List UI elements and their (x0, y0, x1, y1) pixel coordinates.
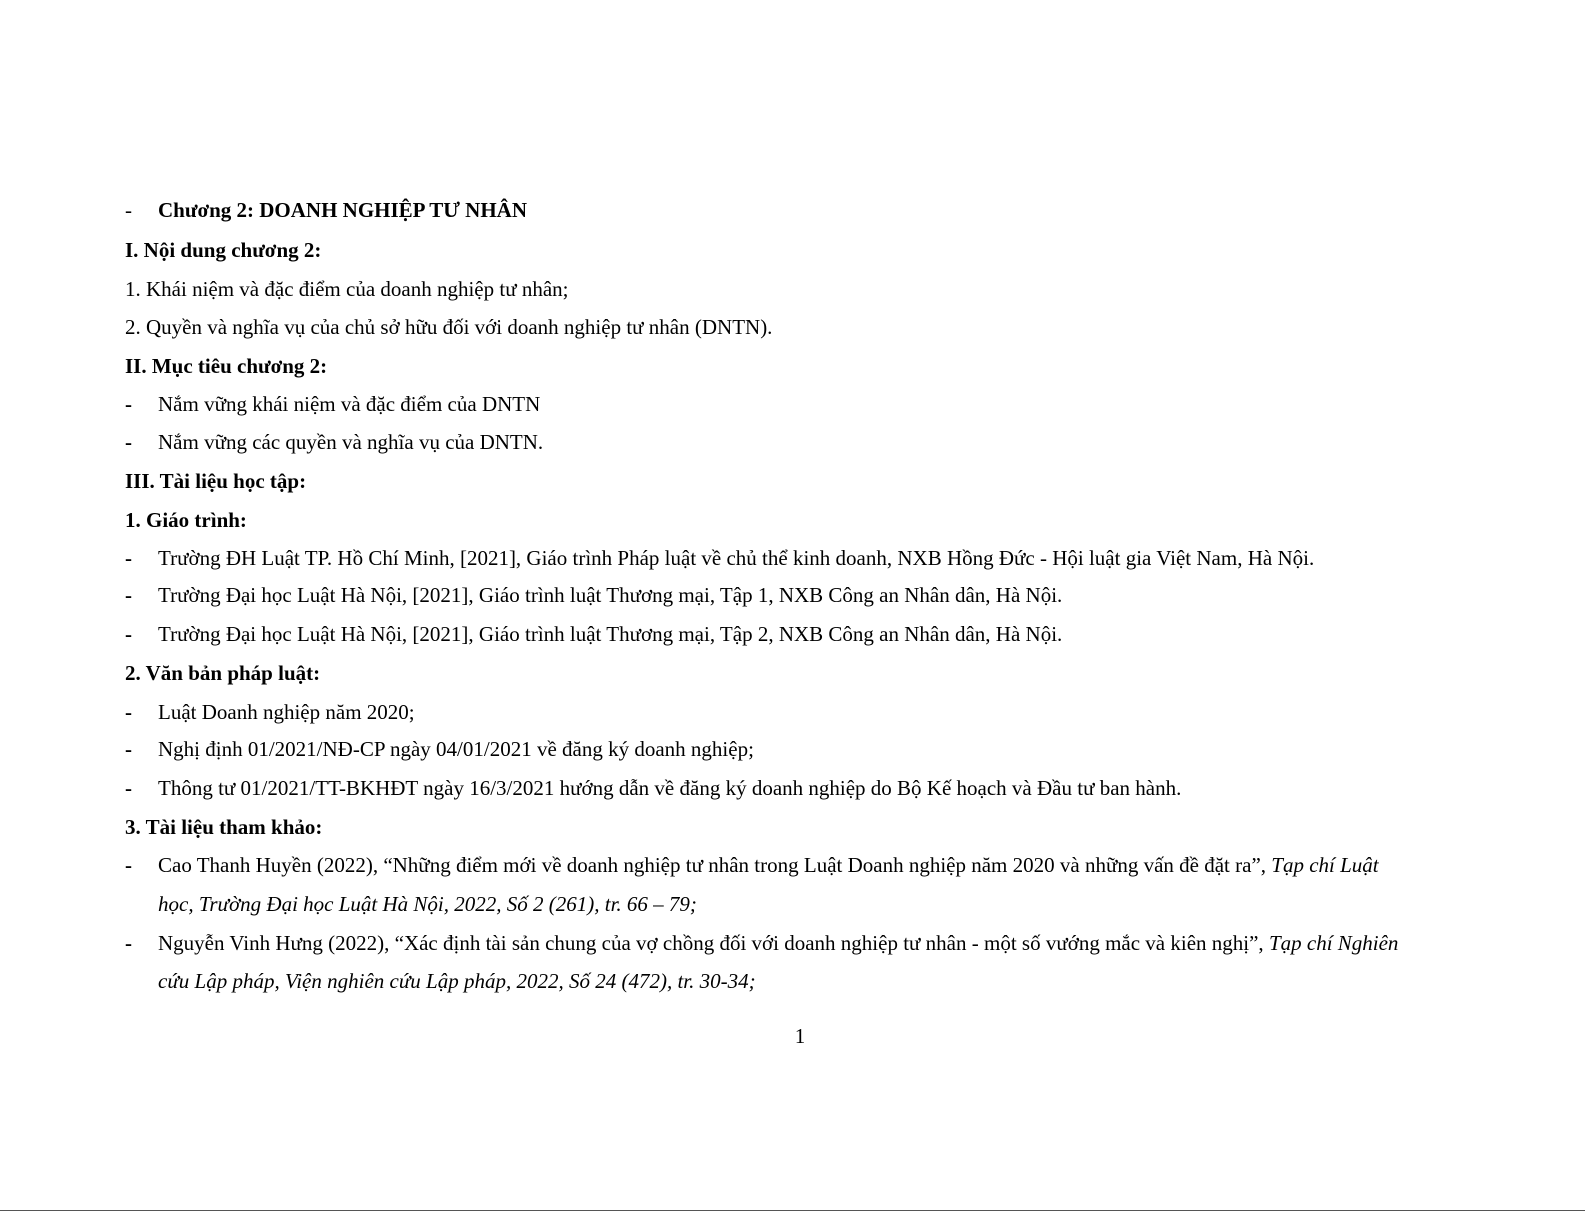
page-number: 1 (794, 1024, 806, 1048)
list-bullet: - (125, 392, 132, 416)
reference-item-2-line-1 (158, 930, 1398, 956)
reference-item-2-journal: Tạp chí Nghiên (1268, 931, 1399, 955)
section-2-heading: II. Mục tiêu chương 2: (125, 354, 328, 378)
section-1-heading: I. Nội dung chương 2: (125, 238, 322, 262)
section-2-item-2: Nắm vững các quyền và nghĩa vụ của DNTN. (158, 430, 544, 454)
section-1-item-1: 1. Khái niệm và đặc điểm của doanh nghiệp tư nhân; (125, 277, 569, 301)
textbook-item-3: Trường Đại học Luật Hà Nội, [2021], Giáo trình luật Thương mại, Tập 2, NXB Công an Nhân dân, Hà Nội. (158, 622, 1063, 646)
list-bullet: - (125, 931, 132, 955)
legal-documents-heading: 2. Văn bản pháp luật: (125, 661, 321, 685)
section-2-item-1: Nắm vững khái niệm và đặc điểm của DNTN (158, 392, 541, 416)
textbooks-heading: 1. Giáo trình: (125, 508, 247, 532)
legal-document-item-2: Nghị định 01/2021/NĐ-CP ngày 04/01/2021 về đăng ký doanh nghiệp; (158, 737, 754, 761)
list-bullet: - (125, 622, 132, 646)
reference-item-1-line-1 (158, 852, 1379, 878)
list-bullet: - (125, 737, 132, 761)
legal-document-item-3: Thông tư 01/2021/TT-BKHĐT ngày 16/3/2021 hướng dẫn về đăng ký doanh nghiệp do Bộ Kế hoạch và Đầu tư ban hành. (158, 776, 1182, 800)
textbook-item-1: Trường ĐH Luật TP. Hồ Chí Minh, [2021], Giáo trình Pháp luật về chủ thể kinh doanh, NXB Hồng Đức - Hội luật gia Việt Nam, Hà Nội. (158, 546, 1315, 570)
list-bullet: - (125, 546, 132, 570)
textbook-item-2: Trường Đại học Luật Hà Nội, [2021], Giáo trình luật Thương mại, Tập 1, NXB Công an Nhân dân, Hà Nội. (158, 583, 1063, 607)
chapter-dash: - (125, 198, 132, 222)
section-3-heading: III. Tài liệu học tập: (125, 469, 307, 493)
section-1-item-2: 2. Quyền và nghĩa vụ của chủ sở hữu đối với doanh nghiệp tư nhân (DNTN). (125, 315, 773, 339)
list-bullet: - (125, 583, 132, 607)
list-bullet: - (125, 700, 132, 724)
reference-item-1-text: Cao Thanh Huyền (2022), “Những điểm mới về doanh nghiệp tư nhân trong Luật Doanh nghiệp năm 2020 và những vấn đề đặt ra”, (158, 853, 1272, 877)
chapter-title: Chương 2: DOANH NGHIỆP TƯ NHÂN (158, 198, 528, 222)
page-bottom-divider (0, 1210, 1585, 1211)
list-bullet: - (125, 430, 132, 454)
reference-item-2-text: Nguyễn Vinh Hưng (2022), “Xác định tài sản chung của vợ chồng đối với doanh nghiệp tư nhân - một số vướng mắc và kiên nghị”, (158, 931, 1269, 955)
reference-item-2-line-2: cứu Lập pháp, Viện nghiên cứu Lập pháp, 2022, Số 24 (472), tr. 30-34; (158, 969, 756, 993)
legal-document-item-1: Luật Doanh nghiệp năm 2020; (158, 700, 415, 724)
references-heading: 3. Tài liệu tham khảo: (125, 815, 323, 839)
reference-item-1-journal: Tạp chí Luật (1271, 853, 1379, 877)
list-bullet: - (125, 776, 132, 800)
reference-item-1-line-2: học, Trường Đại học Luật Hà Nội, 2022, Số 2 (261), tr. 66 – 79; (158, 892, 697, 916)
list-bullet: - (125, 853, 132, 877)
